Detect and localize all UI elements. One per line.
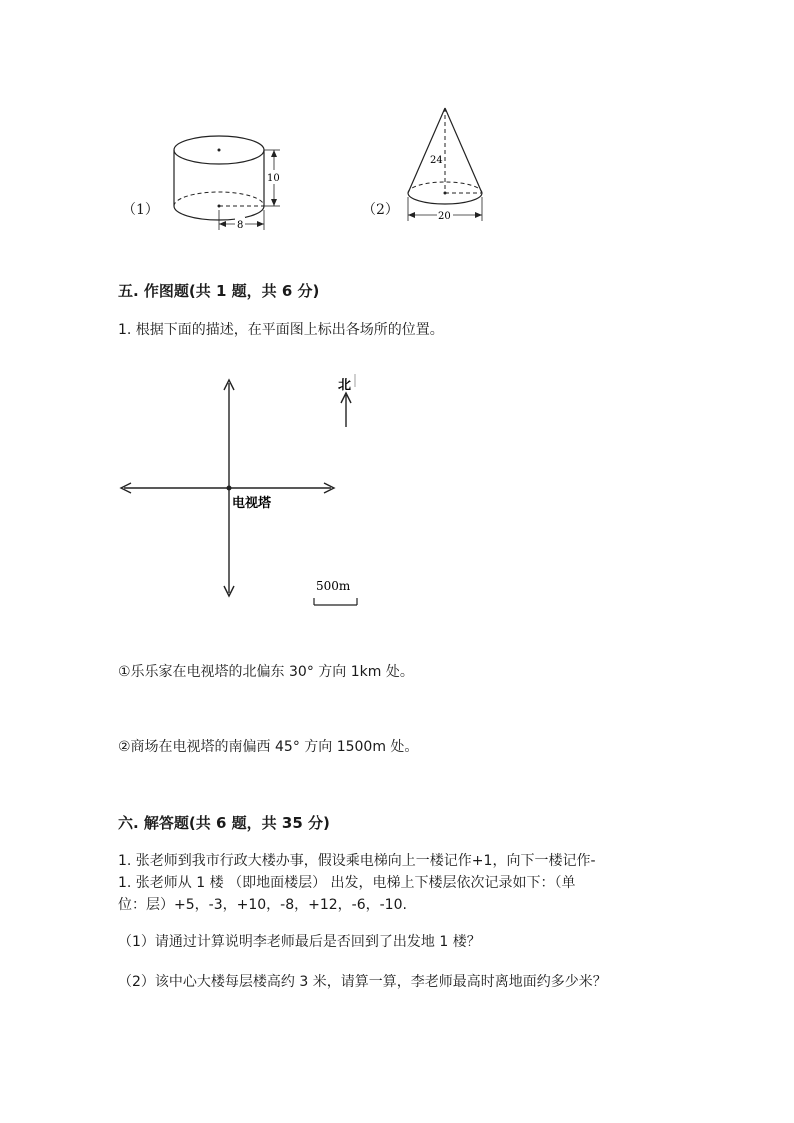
- item-1: ①乐乐家在电视塔的北偏东 30° 方向 1km 处。: [118, 664, 414, 680]
- cylinder-height-label: 10: [267, 173, 280, 184]
- sub-question-2: （2）该中心大楼每层楼高约 3 米，请算一算，李老师最高时离地面约多少米？: [118, 974, 607, 990]
- section-6-heading: 六. 解答题(共 6 题，共 35 分): [118, 814, 330, 832]
- figure-2-label: （2）: [362, 202, 399, 218]
- cone-diameter-label: 20: [438, 211, 451, 222]
- cone-figure: [400, 105, 495, 230]
- item-2: ②商场在电视塔的南偏西 45° 方向 1500m 处。: [118, 739, 419, 755]
- question-line-2: 1. 张老师从 1 楼 （即地面楼层） 出发，电梯上下楼层依次记录如下：（单: [118, 875, 576, 891]
- north-label: 北: [338, 378, 352, 393]
- question-line-3: 位：层）+5，-3，+10，-8，+12，-6，-10.: [118, 897, 407, 913]
- figure-1-label: （1）: [122, 202, 159, 218]
- question-line-1: 1. 张老师到我市行政大楼办事，假设乘电梯向上一楼记作+1，向下一楼记作-: [118, 853, 596, 869]
- cylinder-radius-label: 8: [237, 220, 244, 231]
- map-diagram: [118, 365, 368, 615]
- section-5-question: 1. 根据下面的描述，在平面图上标出各场所的位置。: [118, 322, 444, 338]
- scale-label: 500m: [316, 579, 351, 593]
- cone-height-label: 24: [430, 155, 443, 166]
- section-5-heading: 五. 作图题(共 1 题，共 6 分): [118, 282, 320, 300]
- tv-tower-label: 电视塔: [232, 496, 272, 511]
- cylinder-figure: [160, 120, 290, 235]
- sub-question-1: （1）请通过计算说明李老师最后是否回到了出发地 1 楼？: [118, 934, 481, 950]
